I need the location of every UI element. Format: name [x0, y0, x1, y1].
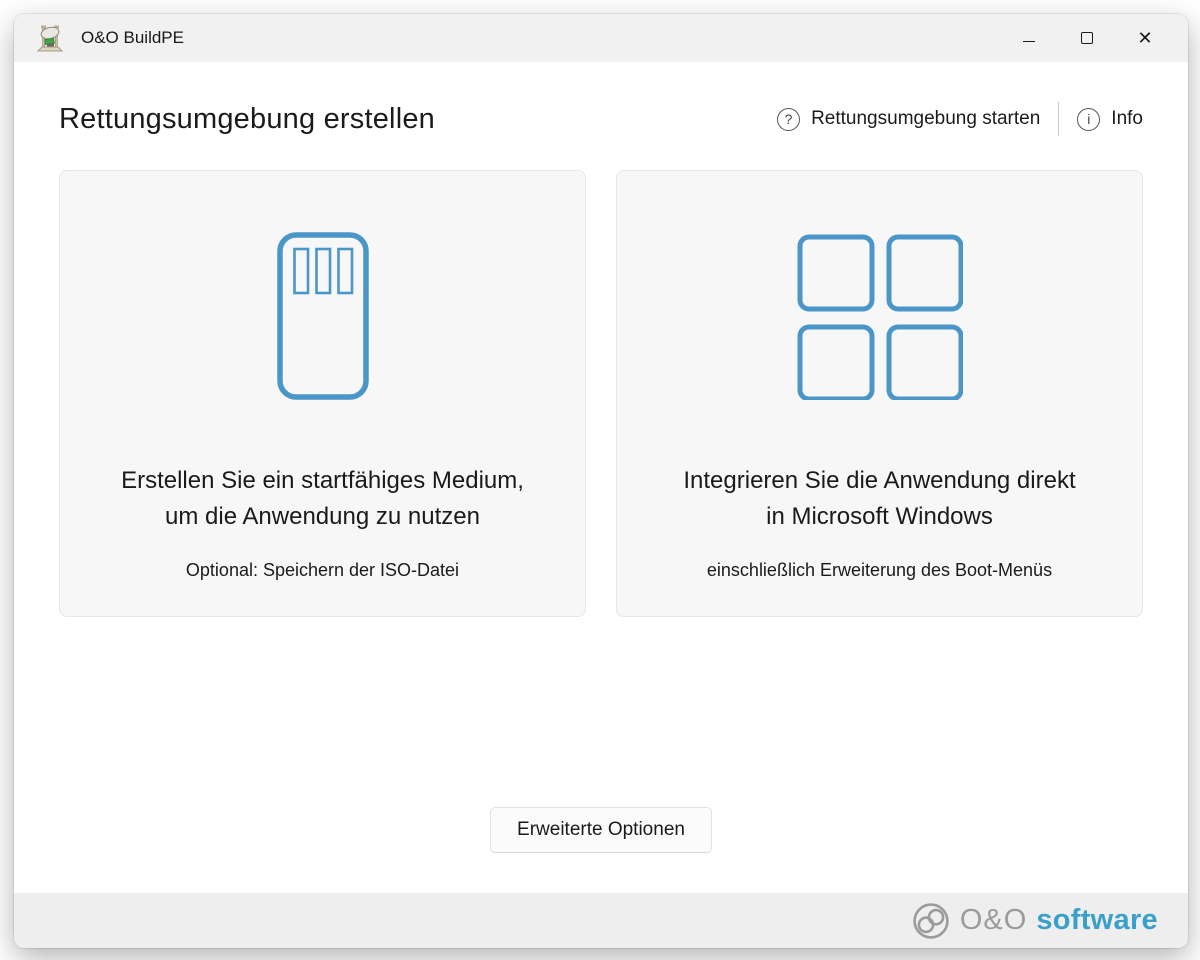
- header-actions: [777, 102, 1143, 136]
- card-integrate-windows[interactable]: [616, 170, 1143, 617]
- page-header: [59, 102, 1143, 136]
- option-cards: [59, 170, 1143, 617]
- info-link[interactable]: [1077, 108, 1143, 131]
- close-icon: ✕: [1137, 28, 1153, 48]
- help-circle-icon: ?: [777, 108, 800, 131]
- brand-name-prefix: O&O: [959, 904, 1028, 936]
- start-rescue-environment-label: Rettungsumgebung starten: [811, 108, 1041, 129]
- card-integrate-windows-title: Integrieren Sie die Anwendung direkt in Microsoft Windows: [683, 467, 1076, 530]
- maximize-button[interactable]: [1058, 14, 1116, 62]
- oo-rings-icon: [911, 901, 951, 941]
- button-row: [59, 807, 1143, 853]
- page-title: Rettungsumgebung erstellen: [59, 102, 435, 135]
- start-rescue-environment-link[interactable]: [777, 108, 1040, 131]
- info-label: Info: [1111, 108, 1143, 129]
- advanced-options-button[interactable]: Erweiterte Optionen: [490, 807, 712, 853]
- card-bootable-medium-title: Erstellen Sie ein startfähiges Medium, um die Anwendung zu nutzen: [121, 467, 524, 530]
- card-bootable-medium-subtitle: Optional: Speichern der ISO-Datei: [185, 560, 460, 580]
- window-title: O&O BuildPE: [81, 28, 184, 47]
- main-content: [14, 62, 1188, 893]
- header-divider: [1058, 102, 1059, 136]
- app-logo-icon: [34, 22, 66, 54]
- brand-logo: [911, 901, 1158, 941]
- card-bootable-medium[interactable]: [59, 170, 586, 617]
- app-window: [14, 14, 1188, 948]
- titlebar: [14, 14, 1188, 62]
- window-controls: [1000, 14, 1188, 62]
- close-button[interactable]: [1116, 14, 1174, 62]
- minimize-icon: [1023, 41, 1035, 42]
- footer: [14, 893, 1188, 948]
- usb-stick-icon: [277, 232, 369, 397]
- card-integrate-windows-subtitle: einschließlich Erweiterung des Boot-Menüs: [706, 560, 1053, 580]
- maximize-icon: [1081, 32, 1093, 44]
- minimize-button[interactable]: [1000, 14, 1058, 62]
- brand-name-suffix: software: [1036, 904, 1158, 936]
- info-circle-icon: i: [1077, 108, 1100, 131]
- windows-squares-icon: [797, 232, 963, 397]
